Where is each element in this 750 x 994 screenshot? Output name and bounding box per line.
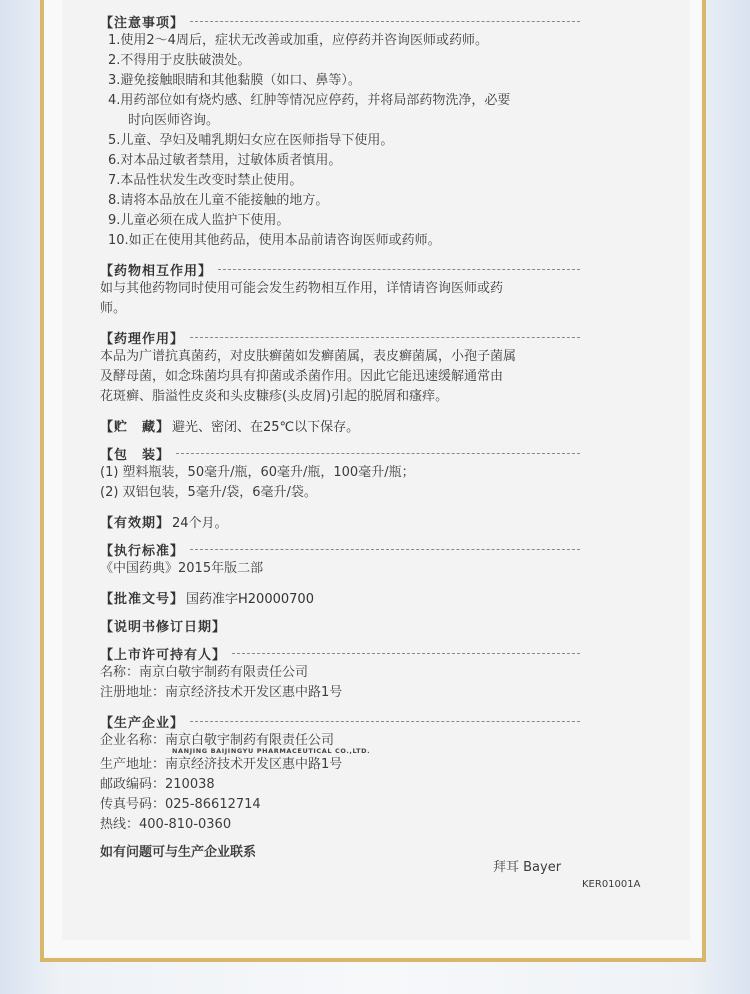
- packaging-line: (2) 双铝包装，5毫升/袋，6毫升/袋。: [100, 485, 317, 500]
- precaution-item: 9.儿童必须在成人监护下使用。: [108, 213, 290, 228]
- manufacturer-name: 企业名称：南京白敬宇制药有限责任公司: [100, 733, 335, 748]
- precautions-header: 【注意事项】: [100, 11, 580, 31]
- document-code: KER01001A: [582, 879, 641, 890]
- leaflet-content: [100, 8, 580, 860]
- interactions-text: 如与其他药物同时使用可能会发生药物相互作用，详情请咨询医师或药: [100, 281, 504, 296]
- pharmacology-header: 【药理作用】: [100, 327, 580, 347]
- brand-signature: 拜耳 Bayer: [493, 860, 562, 875]
- pharmacology-text: 本品为广谱抗真菌药，对皮肤癣菌如发癣菌属，表皮癣菌属，小孢子菌属: [100, 349, 517, 364]
- standard-value: 《中国药典》2015年版二部: [100, 561, 264, 576]
- mah-address: 注册地址：南京经济技术开发区惠中路1号: [100, 685, 343, 700]
- storage-value: 避光、密闭、在25℃以下保存。: [172, 419, 360, 435]
- mah-header: 【上市许可持有人】: [100, 643, 580, 663]
- pharmacology-text: 花斑癣、脂溢性皮炎和头皮糠疹(头皮屑)引起的脱屑和瘙痒。: [100, 389, 449, 404]
- contact-note: 如有问题可与生产企业联系: [100, 845, 257, 860]
- manufacturer-postcode: 邮政编码：210038: [100, 777, 215, 792]
- precaution-item: 4.用药部位如有烧灼感、红肿等情况应停药，并将局部药物洗净，必要: [108, 93, 511, 108]
- mah-name: 名称：南京白敬宇制药有限责任公司: [100, 665, 309, 680]
- precaution-item: 2.不得用于皮肤破溃处。: [108, 53, 251, 68]
- validity-value: 24个月。: [172, 515, 228, 531]
- approval-row: 【批准文号】 国药准字H20000700: [100, 587, 580, 607]
- approval-value: 国药准字H20000700: [186, 591, 314, 607]
- interactions-text: 师。: [100, 301, 127, 316]
- manufacturer-address: 生产地址：南京经济技术开发区惠中路1号: [100, 757, 343, 772]
- precaution-item: 7.本品性状发生改变时禁止使用。: [108, 173, 303, 188]
- precaution-item: 5.儿童、孕妇及哺乳期妇女应在医师指导下使用。: [108, 133, 394, 148]
- revision-date-header: 【说明书修订日期】: [100, 619, 227, 635]
- manufacturer-hotline: 热线：400-810-0360: [100, 817, 232, 832]
- packaging-header: 【包 装】: [100, 443, 580, 463]
- precaution-item: 8.请将本品放在儿童不能接触的地方。: [108, 193, 329, 208]
- manufacturer-header: 【生产企业】: [100, 711, 580, 731]
- precaution-item: 1.使用2～4周后，症状无改善或加重，应停药并咨询医师或药师。: [108, 33, 488, 48]
- precaution-item: 时向医师咨询。: [128, 113, 220, 128]
- standard-header: 【执行标准】: [100, 539, 580, 559]
- manufacturer-fax: 传真号码：025-86612714: [100, 797, 261, 812]
- storage-row: 【贮 藏】 避光、密闭、在25℃以下保存。: [100, 415, 580, 435]
- packaging-line: (1) 塑料瓶装，50毫升/瓶，60毫升/瓶，100毫升/瓶；: [100, 465, 415, 480]
- pharmacology-text: 及酵母菌，如念珠菌均具有抑菌或杀菌作用。因此它能迅速缓解通常由: [100, 369, 504, 384]
- precaution-item: 3.避免接触眼睛和其他黏膜（如口、鼻等）。: [108, 73, 361, 88]
- validity-row: 【有效期】 24个月。: [100, 511, 580, 531]
- interactions-header: 【药物相互作用】: [100, 259, 580, 279]
- manufacturer-name-en: NANJING BAIJINGYU PHARMACEUTICAL CO.,LTD.: [172, 747, 371, 755]
- precaution-item: 6.对本品过敏者禁用，过敏体质者慎用。: [108, 153, 342, 168]
- precaution-item: 10.如正在使用其他药品，使用本品前请咨询医师或药师。: [108, 233, 441, 248]
